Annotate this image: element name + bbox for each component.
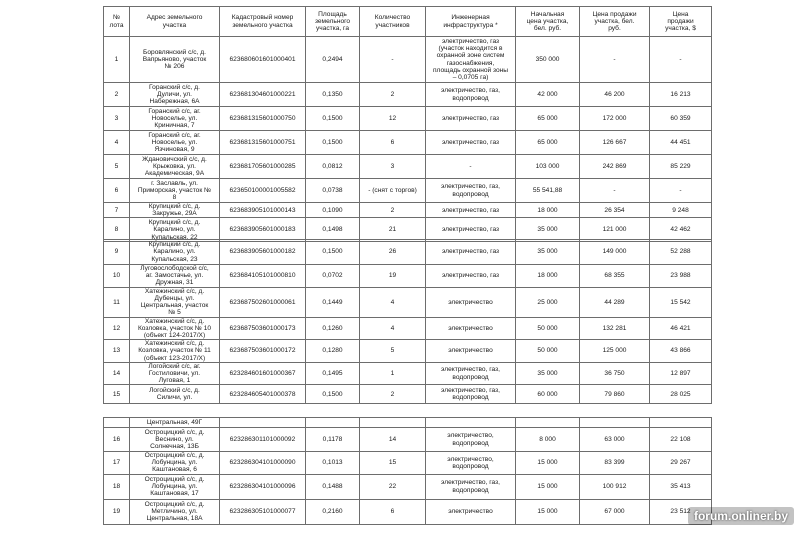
table-row	[104, 317, 712, 340]
cell-infrastructure: электричество	[426, 499, 516, 524]
cell-cadastral-number: 623286304101000096	[220, 474, 306, 499]
table-row	[104, 474, 712, 499]
cell-participants: 4	[360, 317, 426, 340]
cell-cadastral-number: 623286305101000077	[220, 499, 306, 524]
cell-address: Боровлянский с/с, д. Вапрьяново, участок № 206	[130, 37, 220, 83]
cell-lot-number: 13	[104, 340, 130, 363]
cell-address: Крупицкий с/с, д. Закружье, 29А	[130, 203, 220, 218]
cell-lot-number: 2	[104, 83, 130, 107]
cell-sale-usd: 29 267	[650, 452, 712, 475]
cell-infrastructure: электричество, газ	[426, 131, 516, 155]
cell-address: Хатежинский с/с, д. Дубенцы, ул. Центральная, участок № 5	[130, 287, 220, 317]
cell-start-price: 35 000	[516, 218, 580, 242]
cell-area: 0,1350	[306, 83, 360, 107]
cell-infrastructure: электричество, газ, водопровод	[426, 179, 516, 203]
cell-address: Ждановичский с/с, д. Крыжовка, ул. Академическая, 9А	[130, 155, 220, 179]
cell-sale-price: 63 000	[580, 428, 650, 452]
cell-lot-number: 3	[104, 107, 130, 131]
cell-sale-price: 67 000	[580, 499, 650, 524]
cell-infrastructure: электричество, газ, водопровод	[426, 83, 516, 107]
cell-start-price: 18 000	[516, 203, 580, 218]
cell-participants: - (снят с торгов)	[360, 179, 426, 203]
cell-sale-usd: 60 359	[650, 107, 712, 131]
cell-area: 0,1500	[306, 240, 360, 265]
cell-sale-usd: -	[650, 179, 712, 203]
cell-address: Луговослободской с/с, аг. Замостачье, ул. Дружная, 31	[130, 265, 220, 288]
cell-sale-price: -	[580, 179, 650, 203]
table-row	[104, 362, 712, 385]
cell-infrastructure: электричество, газ	[426, 265, 516, 288]
cell-participants: 21	[360, 218, 426, 242]
cell-start-price: 42 000	[516, 83, 580, 107]
col-header-sale-usd: Цена продажи участка, $	[650, 7, 712, 37]
cell-start-price: 35 000	[516, 362, 580, 385]
cell-area: 0,1280	[306, 340, 360, 363]
cell-area: 0,1500	[306, 131, 360, 155]
cell-sale-price: 242 869	[580, 155, 650, 179]
col-header-area: Площадь земельного участка, га	[306, 7, 360, 37]
cell-cadastral-number: 623683905601000183	[220, 218, 306, 242]
cell-sale-usd: 43 866	[650, 340, 712, 363]
col-header-infrastructure: Инженерная инфраструктура *	[426, 7, 516, 37]
cell-area: 0,1500	[306, 107, 360, 131]
cell-start-price: 55 541,88	[516, 179, 580, 203]
cell-sale-price: 68 355	[580, 265, 650, 288]
cell-sale-usd: 42 462	[650, 218, 712, 242]
cell-area: 0,1449	[306, 287, 360, 317]
cell-participants: 3	[360, 155, 426, 179]
cell-address: Остроцицкий с/с, д. Лобунцина, ул. Каштановая, 6	[130, 452, 220, 475]
cell-sale-usd: 28 025	[650, 385, 712, 404]
cell-sale-usd: 22 108	[650, 428, 712, 452]
cell-sale-usd: 44 451	[650, 131, 712, 155]
site-watermark: forum.onliner.by	[688, 507, 794, 525]
cell-start-price: 65 000	[516, 131, 580, 155]
cell-lot-number: 1	[104, 37, 130, 83]
cell-cadastral-number: 623687503601000173	[220, 317, 306, 340]
cell-area: 0,0812	[306, 155, 360, 179]
cell-cadastral-number: 623687502601000061	[220, 287, 306, 317]
cell-sale-price: 46 200	[580, 83, 650, 107]
table-body	[104, 418, 712, 525]
cell-sale-price: 36 750	[580, 362, 650, 385]
cell-sale-price: 149 000	[580, 240, 650, 265]
cell-lot-number: 18	[104, 474, 130, 499]
cell-area: 0,0738	[306, 179, 360, 203]
cell-cadastral-number: 623684105101000810	[220, 265, 306, 288]
cell-infrastructure: электричество	[426, 317, 516, 340]
cell-sale-price: 125 000	[580, 340, 650, 363]
cell-participants: 2	[360, 203, 426, 218]
table-row	[104, 340, 712, 363]
cell-lot-number: 19	[104, 499, 130, 524]
cell-sale-price: -	[580, 37, 650, 83]
cell-area: 0,1178	[306, 428, 360, 452]
cell-sale-usd: 15 542	[650, 287, 712, 317]
table-row	[104, 240, 712, 265]
cell-start-price: 15 000	[516, 499, 580, 524]
col-header-num: № лота	[104, 7, 130, 37]
cell-lot-number: 7	[104, 203, 130, 218]
cell-participants: -	[360, 37, 426, 83]
cell-address: Логойский с/с, д. Силичи, ул.	[130, 385, 220, 404]
cell-infrastructure: электричество, газ, водопровод	[426, 474, 516, 499]
cell-participants: 14	[360, 428, 426, 452]
cell-lot-number: 16	[104, 428, 130, 452]
cell-participants: 6	[360, 131, 426, 155]
cell-participants: 1	[360, 362, 426, 385]
cell-area: 0,1498	[306, 218, 360, 242]
cell-area: 0,1260	[306, 317, 360, 340]
cell-sale-usd: -	[650, 37, 712, 83]
cell-infrastructure: электричество, газ, водопровод	[426, 385, 516, 404]
table-row	[104, 107, 712, 131]
cell-address: Крупицкий с/с, д. Каралино, ул. Купальская, 22	[130, 218, 220, 242]
cell-address: Горанский с/с, аг. Новоселье, ул. Криничная, 7	[130, 107, 220, 131]
cell-address: Остроцицкий с/с, д. Веснино, ул. Солнечная, 13Б	[130, 428, 220, 452]
cell-cadastral-number: 623681705601000285	[220, 155, 306, 179]
cell-lot-number: 5	[104, 155, 130, 179]
cell-sale-usd: 9 248	[650, 203, 712, 218]
cell-address: Горанский с/с, аг. Новоселье, ул. Язчиновая, 9	[130, 131, 220, 155]
cell-cadastral-number: 623286301101000092	[220, 428, 306, 452]
cell-lot-number: 11	[104, 287, 130, 317]
table-row	[104, 83, 712, 107]
cell-area: 0,0702	[306, 265, 360, 288]
cell-infrastructure: электричество, газ	[426, 203, 516, 218]
cell-area: 0,1500	[306, 385, 360, 404]
cell-cadastral-number: 623650100001005582	[220, 179, 306, 203]
col-header-sale-price: Цена продажи участка, бел. руб.	[580, 7, 650, 37]
cell-participants: 15	[360, 452, 426, 475]
table-row	[104, 265, 712, 288]
cell-area: 0,1488	[306, 474, 360, 499]
cell-cadastral-number: 623683905101000143	[220, 203, 306, 218]
cell-participants: 19	[360, 265, 426, 288]
cell-start-price: 350 000	[516, 37, 580, 83]
cell-area: 0,2494	[306, 37, 360, 83]
continued-row-fragment	[104, 418, 712, 428]
cell-address: г. Заславль, ул. Приморская, участок № 8	[130, 179, 220, 203]
cell-sale-price: 121 000	[580, 218, 650, 242]
cell-sale-usd: 16 213	[650, 83, 712, 107]
cell-participants: 12	[360, 107, 426, 131]
cell-sale-price: 44 289	[580, 287, 650, 317]
cell-start-price: 8 000	[516, 428, 580, 452]
cell-area: 0,1090	[306, 203, 360, 218]
cell-cadastral-number: 623284601601000367	[220, 362, 306, 385]
table-header-row	[104, 7, 712, 37]
table-row	[104, 37, 712, 83]
col-header-address: Адрес земельного участка	[130, 7, 220, 37]
col-header-cadastral: Кадастровый номер земельного участка	[220, 7, 306, 37]
cell-sale-price: 26 354	[580, 203, 650, 218]
table-row	[104, 428, 712, 452]
cell-infrastructure: электричество, газ	[426, 107, 516, 131]
cell-participants: 4	[360, 287, 426, 317]
cell-cadastral-number: 623681315601000750	[220, 107, 306, 131]
cell-start-price: 15 000	[516, 474, 580, 499]
auction-table-segment-2	[103, 239, 712, 404]
cell-cadastral-number: 623681315601000751	[220, 131, 306, 155]
cell-start-price: 65 000	[516, 107, 580, 131]
cell-sale-price: 83 399	[580, 452, 650, 475]
cell-infrastructure: электричество	[426, 287, 516, 317]
cell-lot-number: 4	[104, 131, 130, 155]
cell-sale-usd: 35 413	[650, 474, 712, 499]
cell-cadastral-number: 623687503601000172	[220, 340, 306, 363]
cell-address: Остроцицкий с/с, д. Лобунцина, ул. Каштановая, 17	[130, 474, 220, 499]
cell-area: 0,1495	[306, 362, 360, 385]
cell-sale-usd: 23 512	[650, 499, 712, 524]
cell-start-price: 50 000	[516, 317, 580, 340]
cell-lot-number: 10	[104, 265, 130, 288]
cell-infrastructure: электричество, водопровод	[426, 452, 516, 475]
cell-sale-price: 126 667	[580, 131, 650, 155]
table-row	[104, 499, 712, 524]
cell-start-price: 35 000	[516, 240, 580, 265]
cell-infrastructure: электричество, газ (участок находится в охранной зоне систем газоснабжения, площадь охранной зоны – 0,0705 га)	[426, 37, 516, 83]
col-header-participants: Количество участников	[360, 7, 426, 37]
cell-start-price: 50 000	[516, 340, 580, 363]
cell-lot-number: 9	[104, 240, 130, 265]
cell-start-price: 15 000	[516, 452, 580, 475]
cell-area: 0,2160	[306, 499, 360, 524]
cell-lot-number: 6	[104, 179, 130, 203]
cell-lot-number: 12	[104, 317, 130, 340]
cell-sale-price: 79 860	[580, 385, 650, 404]
cell-start-price: 60 000	[516, 385, 580, 404]
cell-participants: 26	[360, 240, 426, 265]
cell-sale-usd: 46 421	[650, 317, 712, 340]
cell-start-price: 103 000	[516, 155, 580, 179]
table-row	[104, 155, 712, 179]
table-body	[104, 37, 712, 242]
cell-infrastructure: -	[426, 155, 516, 179]
cell-sale-usd: 52 288	[650, 240, 712, 265]
cell-sale-usd: 23 988	[650, 265, 712, 288]
cell-sale-usd: 12 897	[650, 362, 712, 385]
cell-infrastructure: электричество, газ	[426, 218, 516, 242]
cell-participants: 22	[360, 474, 426, 499]
cell-infrastructure: электричество, водопровод	[426, 428, 516, 452]
cell-address: Хатежинский с/с, д. Козловка, участок № 11 (объект 123-2017/Х)	[130, 340, 220, 363]
cell-cadastral-number: 623683905601000182	[220, 240, 306, 265]
cell-start-price: 25 000	[516, 287, 580, 317]
continued-address-line: Центральная, 49Г	[130, 418, 220, 428]
cell-cadastral-number: 623680601601000401	[220, 37, 306, 83]
cell-infrastructure: электричество, газ	[426, 240, 516, 265]
cell-cadastral-number: 623284605401000378	[220, 385, 306, 404]
cell-sale-price: 132 281	[580, 317, 650, 340]
cell-address: Крупицкий с/с, д. Каралино, ул. Купальская, 23	[130, 240, 220, 265]
col-header-start-price: Начальная цена участка, бел. руб.	[516, 7, 580, 37]
cell-lot-number: 15	[104, 385, 130, 404]
cell-cadastral-number: 623681304601000221	[220, 83, 306, 107]
table-row	[104, 203, 712, 218]
cell-address: Хатежинский с/с, д. Козловка, участок № 10 (объект 124-2017/Х)	[130, 317, 220, 340]
cell-lot-number: 17	[104, 452, 130, 475]
auction-table-segment-1	[103, 6, 712, 242]
table-row	[104, 179, 712, 203]
cell-address: Горанский с/с, д. Дуличи, ул. Набережная, 6А	[130, 83, 220, 107]
table-row	[104, 385, 712, 404]
cell-infrastructure: электричество	[426, 340, 516, 363]
cell-start-price: 18 000	[516, 265, 580, 288]
cell-participants: 5	[360, 340, 426, 363]
table-body	[104, 240, 712, 404]
cell-sale-price: 100 912	[580, 474, 650, 499]
cell-participants: 2	[360, 385, 426, 404]
cell-sale-usd: 85 229	[650, 155, 712, 179]
cell-lot-number: 8	[104, 218, 130, 242]
cell-participants: 2	[360, 83, 426, 107]
cell-participants: 6	[360, 499, 426, 524]
cell-sale-price: 172 000	[580, 107, 650, 131]
cell-address: Остроцицкий с/с, д. Метличино, ул. Центральная, 18А	[130, 499, 220, 524]
table-row	[104, 131, 712, 155]
table-row	[104, 452, 712, 475]
cell-cadastral-number: 623286304101000090	[220, 452, 306, 475]
cell-area: 0,1013	[306, 452, 360, 475]
cell-lot-number: 14	[104, 362, 130, 385]
auction-table-segment-3	[103, 417, 712, 525]
cell-address: Логойский с/с, аг. Гостиловичи, ул. Луговая, 1	[130, 362, 220, 385]
cell-infrastructure: электричество, газ, водопровод	[426, 362, 516, 385]
table-row	[104, 287, 712, 317]
